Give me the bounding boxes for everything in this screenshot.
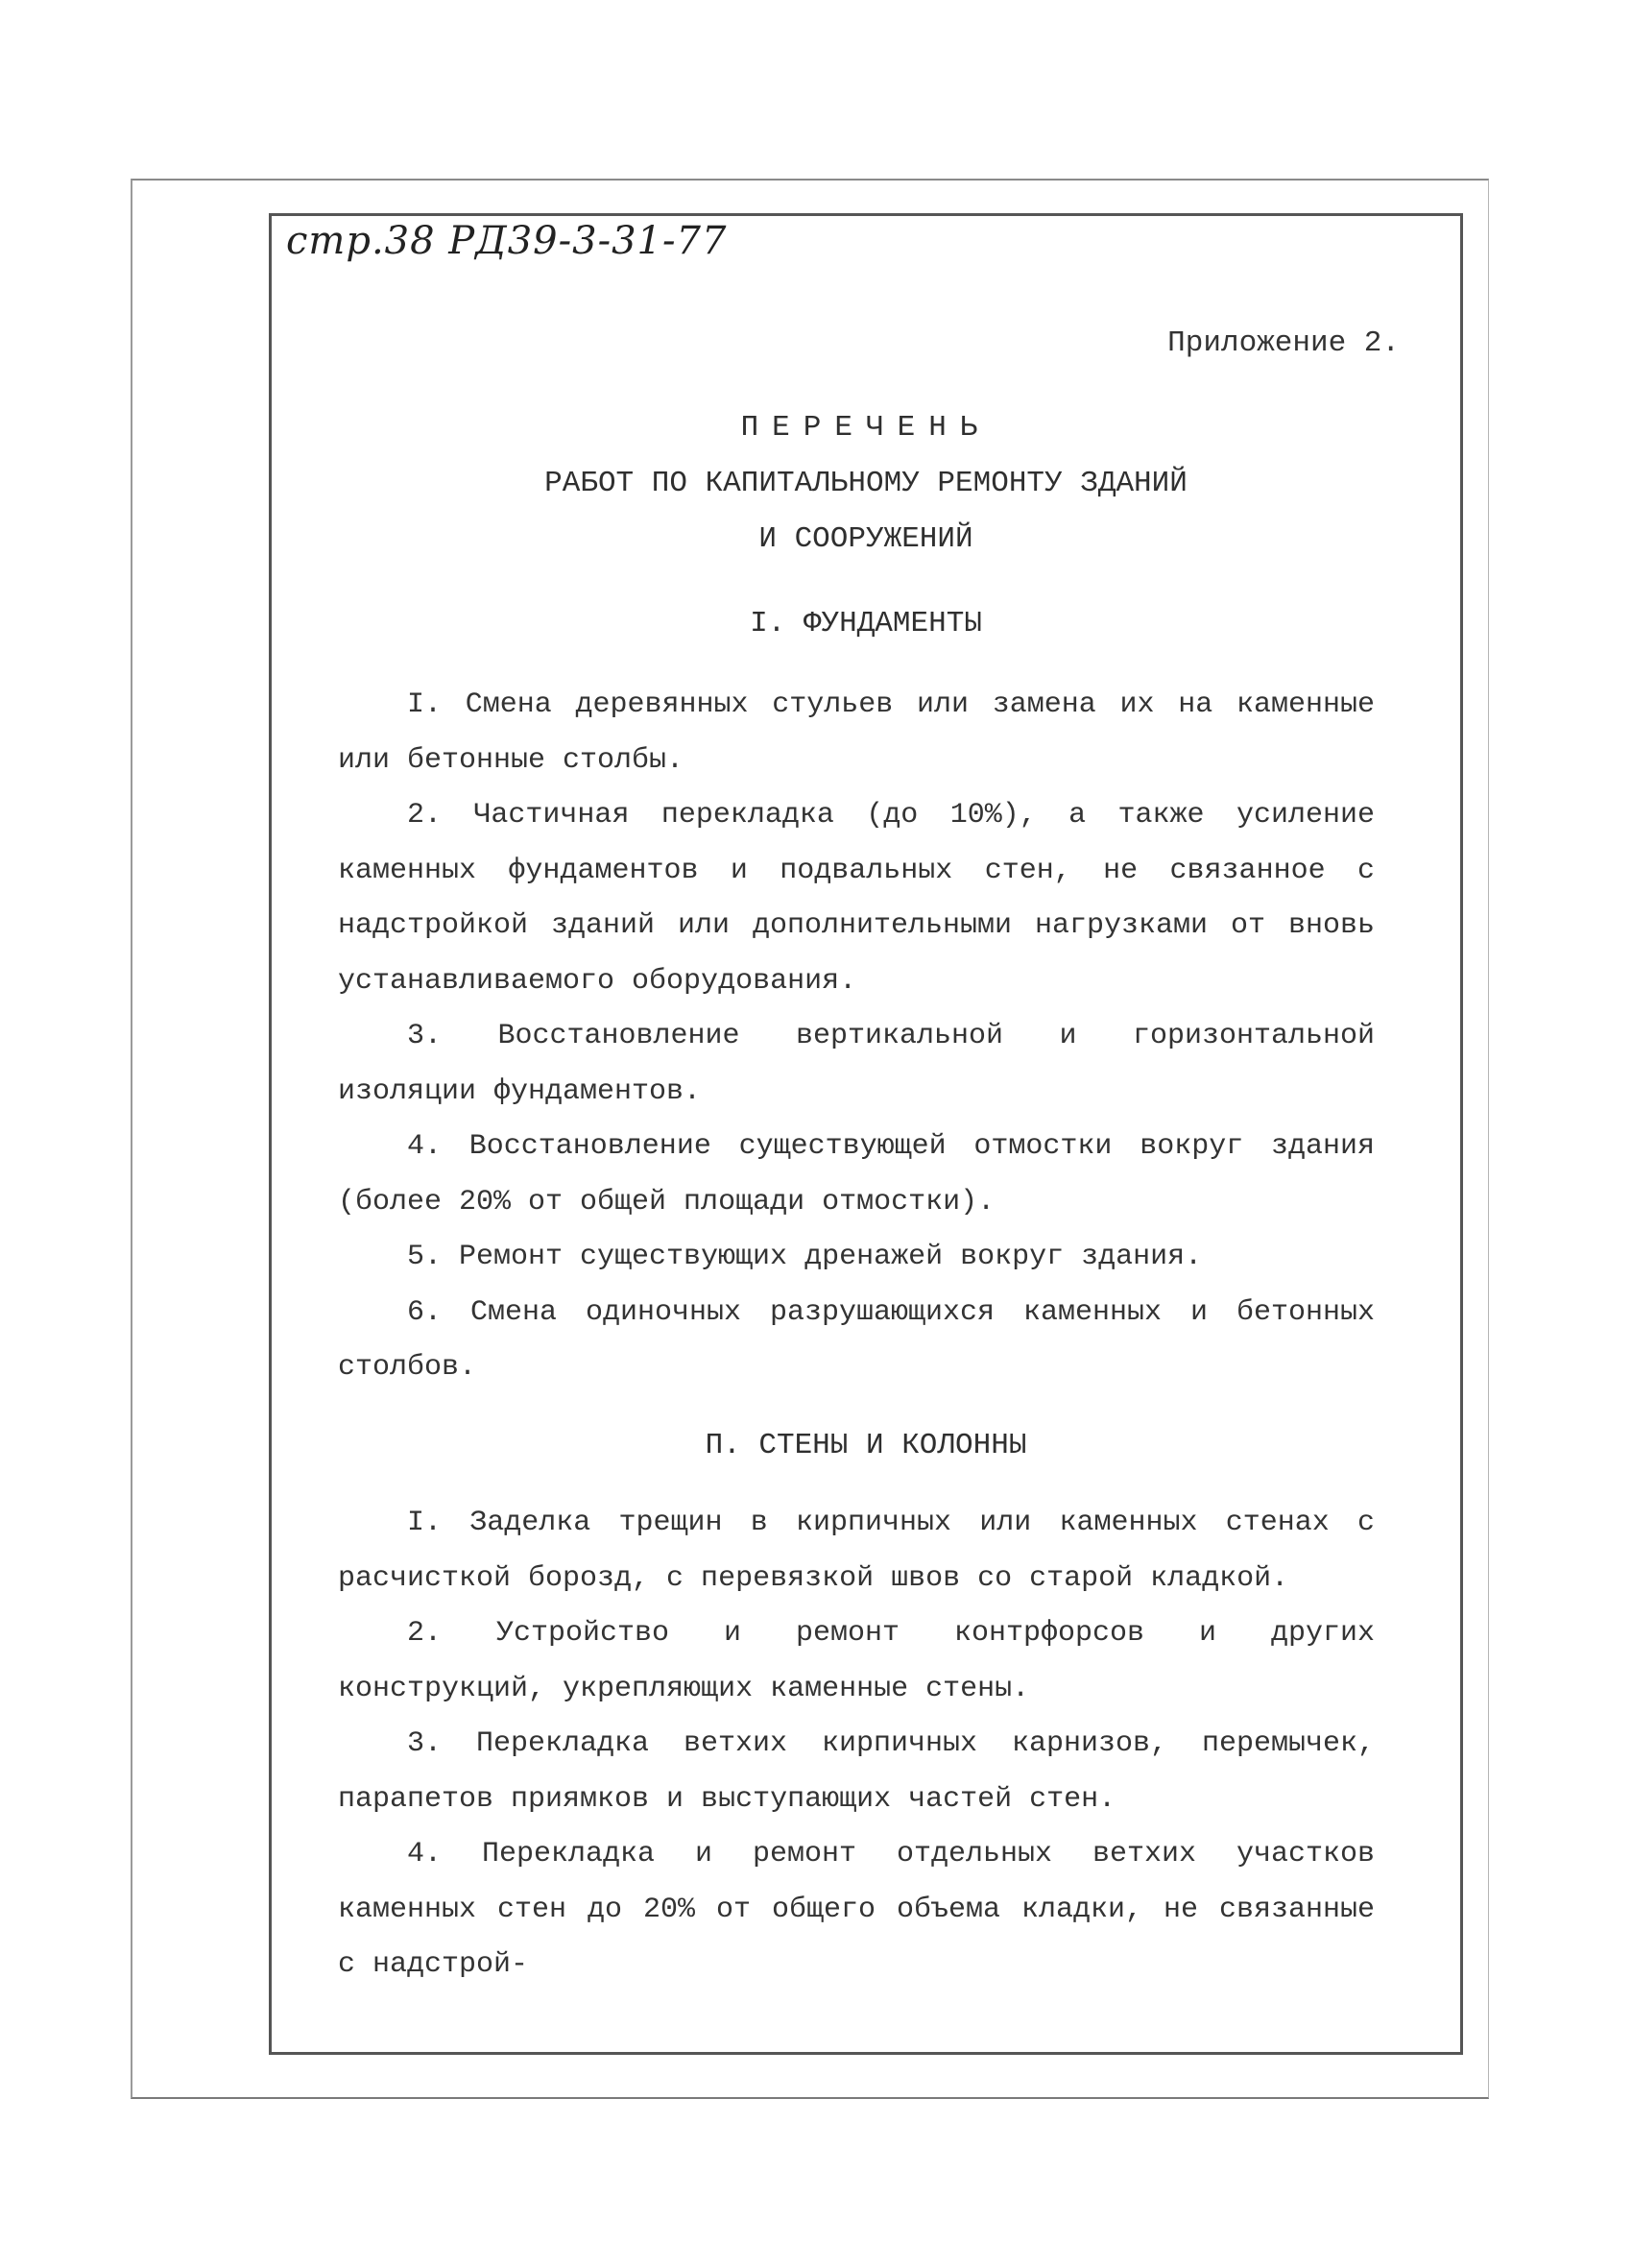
list-item: 4. Восстановление существующей отмостки вокруг здания (более 20% от общей площади отмостки). [338,1130,1375,1218]
section-foundations-list [338,678,1375,1396]
list-item: I. Заделка трещин в кирпичных или каменных стенах с расчисткой борозд, с перевязкой швов со старой кладкой. [338,1507,1375,1595]
appendix-label: Приложение 2. [1167,326,1400,360]
section-heading-walls: П. СТЕНЫ И КОЛОННЫ [705,1429,1027,1462]
section-heading-foundations: I. ФУНДАМЕНТЫ [750,607,982,640]
list-item: 6. Смена одиночных разрушающихся каменных и бетонных столбов. [338,1295,1375,1384]
document-subtitle-line1: РАБОТ ПО КАПИТАЛЬНОМУ РЕМОНТУ ЗДАНИЙ [544,467,1188,500]
section-walls-list [338,1496,1375,1993]
list-item: I. Смена деревянных стульев или замена их на каменные или бетонные столбы. [338,688,1375,777]
page-document-code: стр.38 РД39-3-31-77 [286,219,728,263]
list-item: 3. Восстановление вертикальной и горизонтальной изоляции фундаментов. [338,1020,1375,1108]
list-item: 5. Ремонт существующих дренажей вокруг здания. [407,1241,1203,1273]
document-subtitle-line2: И СООРУЖЕНИЙ [758,522,973,556]
list-item: 2. Частичная перекладка (до 10%), а также усиление каменных фундаментов и подвальных стен, не связанное с надстройкой зданий или дополнительными нагрузками от вновь устанавливаемого оборудования. [338,799,1375,998]
list-item: 2. Устройство и ремонт контрфорсов и других конструкций, укрепляющих каменные стены. [338,1617,1375,1705]
list-item: 3. Перекладка ветхих кирпичных карнизов, перемычек, парапетов приямков и выступающих частей стен. [338,1727,1375,1816]
list-item: 4. Перекладка и ремонт отдельных ветхих участков каменных стен до 20% от общего объема кладки, не связанные с надстрой- [338,1838,1375,1981]
document-title: ПЕРЕЧЕНЬ [740,411,992,445]
